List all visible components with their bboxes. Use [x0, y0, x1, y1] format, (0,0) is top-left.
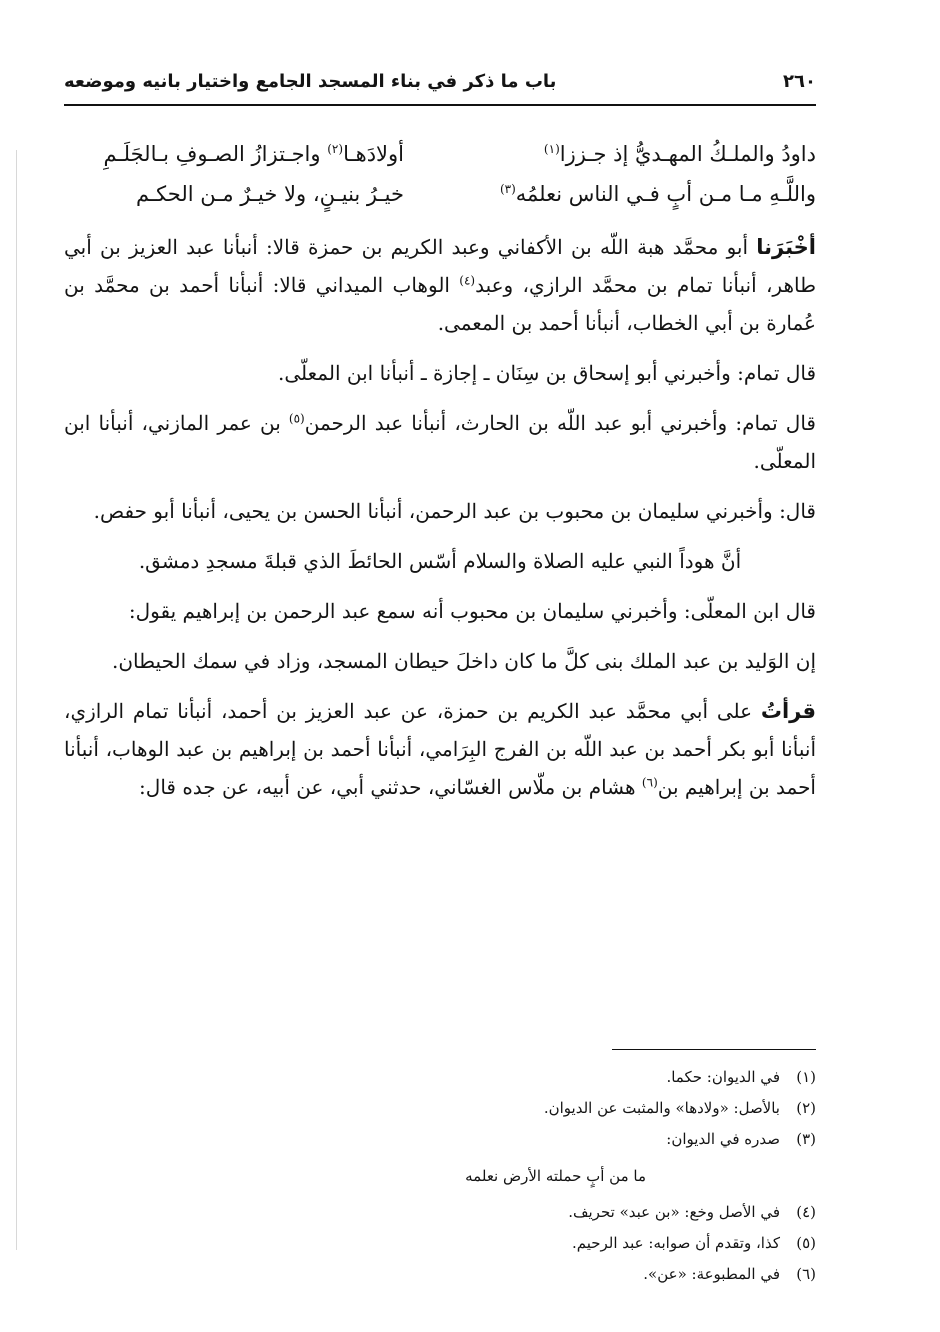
paragraph-hud: أنَّ هوداً النبي عليه الصلاة والسلام أسّس الحائطَ الذي قبلةَ مسجدِ دمشق.: [138, 549, 742, 573]
hemistich-second: خيـرُ بنيـنٍ، ولا خيـرٌ مـن الحكـم: [136, 182, 404, 206]
footnote: (٦) في المطبوعة: «عن».: [643, 1265, 816, 1283]
chapter-title: باب ما ذكر في بناء المسجد الجامع واختيار بانيه وموضعه: [64, 70, 557, 92]
isnad-paragraph: أخْبَرَنا أبو محمَّد هبة اللّه بن الأكفاني وعبد الكريم بن حمزة قالا: أنبأنا عبد العزيز بن أبي طاهر، أنبأنا تمام بن محمَّد الرازي، وعبد$^{(٤)}$ الوهاب الميداني قالا: أنبأنا أحمد بن محمَّد بن عُمارة بن أبي الخطاب، أنبأنا أحمد بن المعمى.: [64, 235, 816, 335]
paragraph-qaratu: قرأتُ على أبي محمَّد عبد الكريم بن حمزة، عن عبد العزيز بن أحمد، أنبأنا تمام الرازي، أنبأنا أبو بكر أحمد بن عبد اللّه بن الفرج البِرَامي، أنبأنا أحمد بن إبراهيم بن عبد الوهاب، أنبأنا أحمد بن إبراهيم بن$^{(٦)}$ هشام بن ملّاس الغسّاني، حدثني أبي، عن أبيه، عن جده قال:: [64, 699, 816, 799]
footnote-ref: (٢): [327, 142, 344, 156]
footnote: (٣) صدره في الديوان:: [666, 1130, 816, 1148]
hemistich-second: أولادَهـا$^{(٢)}$ واجـتزازُ الصـوفِ بـالجَلَـمِ: [103, 142, 404, 166]
poem-line: [64, 134, 816, 174]
paragraph-tammam-2: قال تمام: وأخبرني أبو عبد اللّه بن الحارث، أنبأنا عبد الرحمن$^{(٥)}$ بن عمر المازني، أنبأنا ابن المعلّى.: [64, 411, 816, 473]
page-number: ٢٦٠: [783, 70, 816, 92]
hemistich-first: داودُ والملـكُ المهـديُّ إذ جـززا$^{(١)}$: [543, 142, 816, 166]
paragraph-qal: قال: وأخبرني سليمان بن محبوب بن عبد الرحمن، أنبأنا الحسن بن يحيى، أنبأنا أبو حفص.: [93, 499, 816, 523]
poem-line: [64, 174, 816, 214]
footnotes: [64, 1062, 816, 1290]
footnote-ref: (٤): [459, 273, 476, 288]
footnote: (٥) كذا، وتقدم أن صوابه: عبد الرحيم.: [571, 1234, 816, 1252]
hemistich-first: واللَّـهِ مـا مـن أبٍ فـي الناس نعلمُه$^{(٣)}$: [499, 182, 816, 206]
footnote: (١) في الديوان: حكما.: [666, 1068, 816, 1086]
footnote-ref: (٣): [499, 182, 516, 196]
paragraph-tammam-1: قال تمام: وأخبرني أبو إسحاق بن سِنَان ـ إجازة ـ أنبأنا ابن المعلّى.: [278, 361, 816, 385]
footnote-rule: [612, 1049, 816, 1050]
footnote: (٤) في الأصل وخع: «بن عبد» تحريف.: [568, 1203, 816, 1221]
footnote-verse: ما من أبٍ حملته الأرض نعلمه: [465, 1167, 646, 1185]
main-text: [64, 228, 816, 806]
footnote-ref: (٥): [288, 411, 305, 426]
footnote-ref: (١): [543, 142, 560, 156]
running-header: [64, 64, 816, 98]
footnote-ref: (٦): [641, 775, 658, 790]
lead-word: قرأتُ: [760, 699, 816, 723]
paragraph-ibn-almualla: قال ابن المعلّى: وأخبرني سليمان بن محبوب أنه سمع عبد الرحمن بن إبراهيم يقول:: [128, 599, 816, 623]
paragraph-walid: إن الوَليد بن عبد الملك بنى كلَّ ما كان داخلَ حيطان المسجد، وزاد في سمك الحيطان.: [111, 649, 816, 673]
scan-edge-line: [16, 150, 17, 1250]
footnote: (٢) بالأصل: «ولادها» والمثبت عن الديوان.: [543, 1099, 816, 1117]
poem: [64, 134, 816, 214]
header-rule: [64, 104, 816, 106]
lead-word: أخْبَرَنا: [756, 235, 816, 259]
